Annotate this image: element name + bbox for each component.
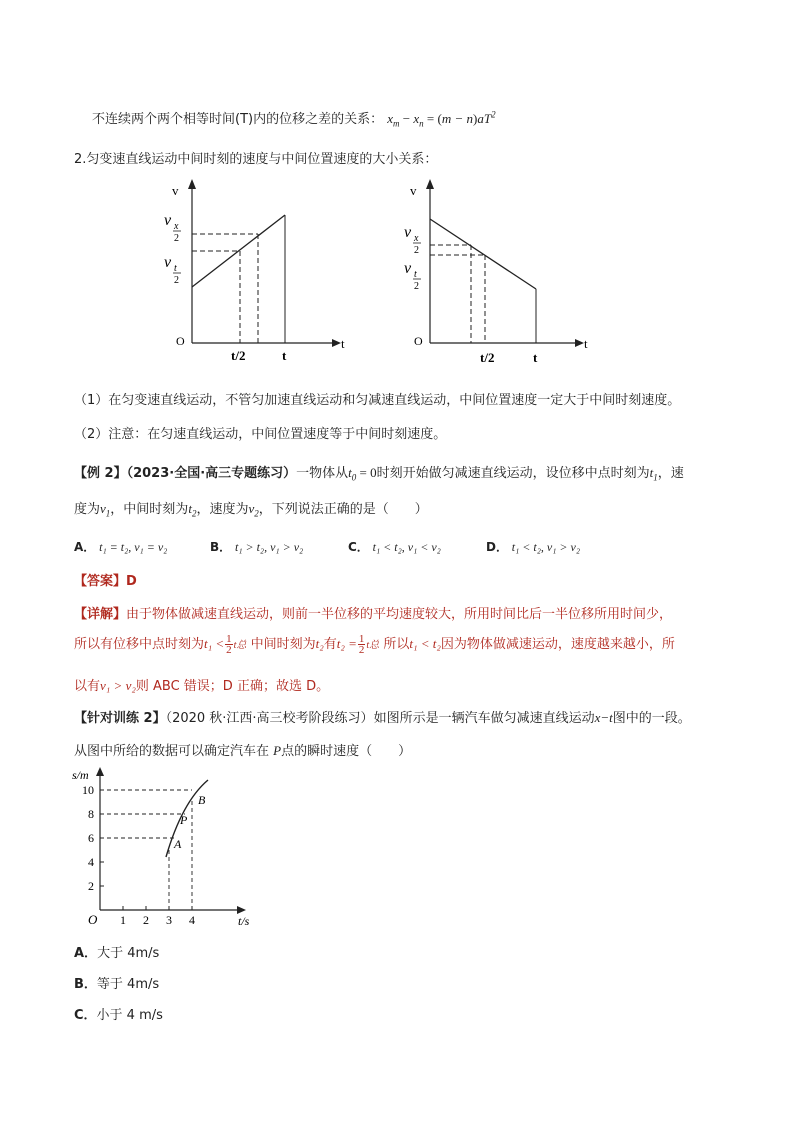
note-1: （1）在匀变速直线运动，不管匀加速直线运动和匀减速直线运动，中间位置速度一定大于中间时刻速度。 bbox=[74, 393, 681, 408]
option-a: A．大于 4m/s bbox=[74, 946, 160, 961]
answer: 【答案】D bbox=[74, 574, 137, 589]
svg-text:4: 4 bbox=[189, 913, 195, 927]
v-axis-label: v bbox=[172, 183, 179, 198]
svg-text:4: 4 bbox=[88, 855, 94, 869]
svg-text:8: 8 bbox=[88, 807, 94, 821]
vt-graph-decelerating bbox=[398, 175, 598, 370]
svg-text:2: 2 bbox=[414, 245, 419, 256]
point-p: P bbox=[180, 813, 188, 827]
fraction-half: $\frac{1}{2}$ bbox=[226, 633, 232, 656]
point-b: B bbox=[198, 793, 206, 807]
vt-sub: t bbox=[174, 263, 177, 274]
st-ylabel: s/m bbox=[72, 768, 89, 782]
choice-b: B． t₁ > t₂, v₁ > v₂ bbox=[210, 540, 304, 554]
svg-text:3: 3 bbox=[166, 913, 172, 927]
origin-label: O bbox=[176, 334, 185, 348]
point-a: A bbox=[174, 837, 182, 851]
st-xlabel: t/s bbox=[238, 914, 250, 928]
detail-line-1: 【详解】由于物体做减速直线运动，则前一半位移的平均速度较大，所用时间比后一半位移所用时间少， bbox=[74, 607, 673, 622]
svg-text:t: t bbox=[533, 350, 538, 365]
note-2: （2）注意：在匀速直线运动，中间位置速度等于中间时刻速度。 bbox=[74, 427, 447, 442]
vt-graph-accelerating bbox=[160, 175, 360, 370]
choice-a: A． t₁ = t₂, v₁ = v₂ bbox=[74, 540, 168, 554]
training-2-line-2: 从图中所给的数据可以确定汽车在 P点的瞬时速度（ ） bbox=[74, 743, 412, 759]
svg-text:O: O bbox=[414, 334, 423, 348]
vt-two: 2 bbox=[174, 275, 179, 286]
choice-c: C． t₁ < t₂, v₁ < v₂ bbox=[348, 540, 441, 554]
svg-text:x: x bbox=[414, 233, 419, 244]
section-heading-2: 2.匀变速直线运动中间时刻的速度与中间位置速度的大小关系： bbox=[74, 152, 438, 167]
vx-two: 2 bbox=[174, 233, 179, 244]
vx-label: v bbox=[164, 212, 172, 229]
displacement-formula: $x_m - x_n = (m - n)aT^2$ bbox=[387, 109, 496, 129]
svg-text:t: t bbox=[584, 336, 588, 351]
svg-text:1: 1 bbox=[120, 913, 126, 927]
example-2-line-1: 【例 2】（2023·全国·高三专题练习）一物体从$t_0 = 0$时刻开始做匀减速直线运动，设位移中点时刻为$t_1$，速 bbox=[74, 465, 684, 483]
training-2-line-1: 【针对训练 2】（2020 秋·江西·高三校考阶段练习）如图所示是一辆汽车做匀减速直线运动x−t图中的一段。 bbox=[74, 710, 691, 726]
svg-text:10: 10 bbox=[82, 783, 94, 797]
svg-text:v: v bbox=[410, 183, 417, 198]
choice-d: D． t₁ < t₂, v₁ > v₂ bbox=[486, 540, 580, 554]
svg-text:6: 6 bbox=[88, 831, 94, 845]
detail-line-2: 所以有位移中点时刻为t₁ < $\frac{1}{2}$ t总 中间时刻为t₂有t₂ = $\frac{1}{2}$ t总 所以t₁ < t₂因为物体做减速运动，速度越来越小，所 bbox=[74, 633, 675, 656]
svg-text:2: 2 bbox=[143, 913, 149, 927]
svg-text:t/2: t/2 bbox=[480, 350, 495, 365]
t-half-tick: t/2 bbox=[231, 348, 246, 363]
vx-sub: x bbox=[174, 221, 179, 232]
svg-text:t: t bbox=[414, 269, 417, 280]
st-origin: O bbox=[88, 912, 98, 927]
option-c: C．小于 4 m/s bbox=[74, 1008, 163, 1023]
svg-text:v: v bbox=[404, 224, 412, 241]
svg-text:2: 2 bbox=[88, 879, 94, 893]
svg-text:v: v bbox=[404, 260, 412, 277]
svg-text:2: 2 bbox=[414, 281, 419, 292]
option-b: B．等于 4m/s bbox=[74, 977, 160, 992]
t-end-tick: t bbox=[282, 348, 287, 363]
continuous-displacement-line bbox=[92, 108, 496, 129]
st-graph bbox=[70, 762, 270, 932]
line1-text: 不连续两个两个相等时间(T)内的位移之差的关系： bbox=[92, 112, 384, 127]
vt-label: v bbox=[164, 254, 172, 271]
t-axis-label: t bbox=[341, 336, 345, 351]
example-2-line-2: 度为$v_1$，中间时刻为$t_2$，速度为$v_2$，下列说法正确的是（ ） bbox=[74, 501, 428, 519]
detail-line-3: 以有v₁ > v₂则 ABC 错误；D 正确；故选 D。 bbox=[74, 678, 330, 694]
